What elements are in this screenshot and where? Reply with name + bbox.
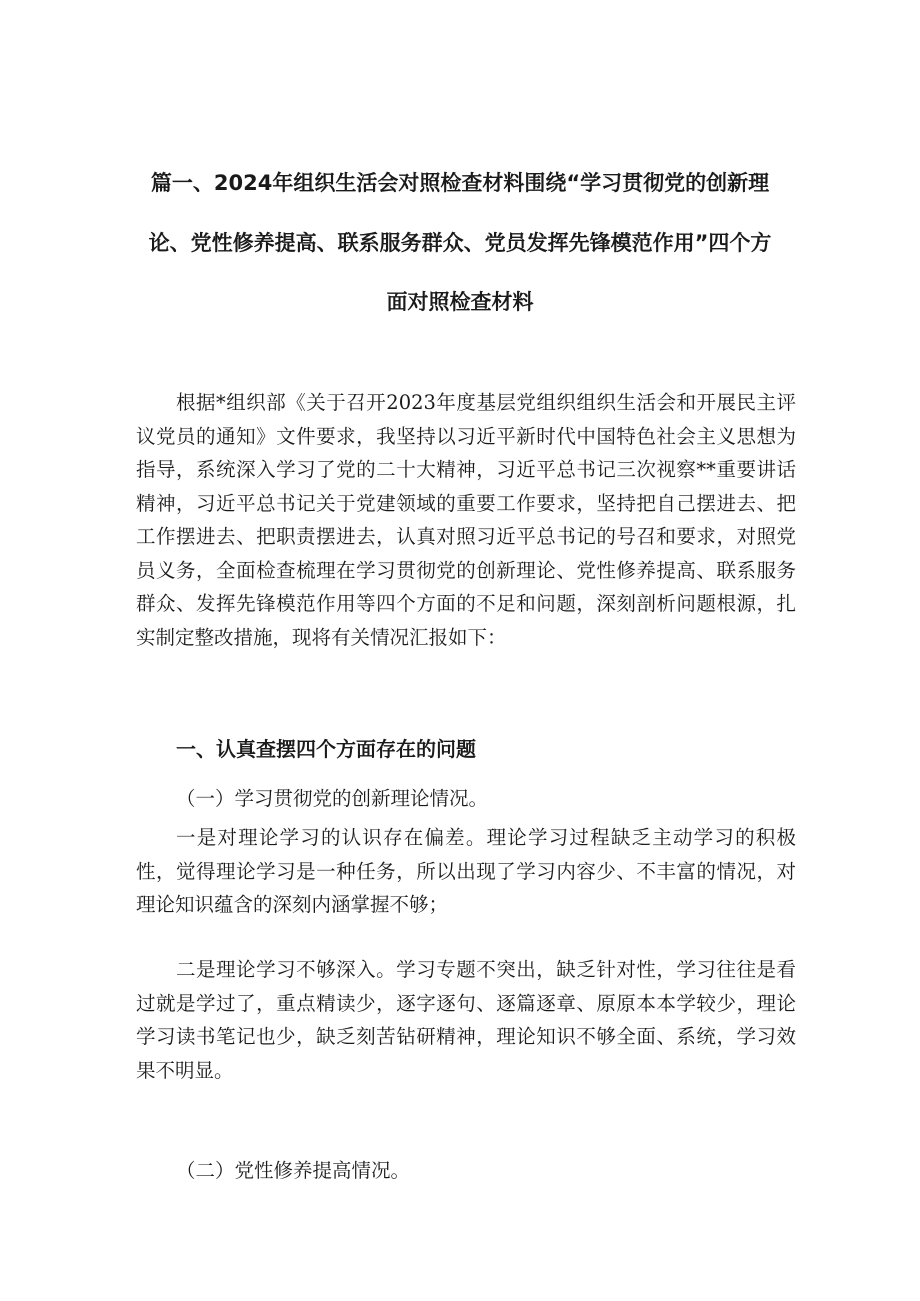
document-title-line-2: 论、党性修养提高、联系服务群众、党员发挥先锋模范作用”四个方	[148, 231, 772, 255]
point-1-paragraph: 一是对理论学习的认识存在偏差。理论学习过程缺乏主动学习的积极性，觉得理论学习是一种任务，所以出现了学习内容少、不丰富的情况，对理论知识蕴含的深刻内涵掌握不够；	[136, 826, 796, 916]
section-heading: 一、认真查摆四个方面存在的问题	[176, 737, 476, 761]
subsection-2-heading: （二）党性修养提高情况。	[176, 1159, 411, 1182]
point-2-paragraph: 二是理论学习不够深入。学习专题不突出，缺乏针对性，学习往往是看过就是学过了，重点精读少，逐字逐句、逐篇逐章、原原本本学较少，理论学习读书笔记也少，缺乏刻苦钻研精神，理论知识不够全面、系统，学习效果不明显。	[136, 958, 796, 1082]
document-title-line-1: 篇一、2024年组织生活会对照检查材料围绕“学习贯彻党的创新理	[150, 171, 770, 195]
subsection-1-heading: （一）学习贯彻党的创新理论情况。	[176, 787, 489, 810]
intro-paragraph: 根据*组织部《关于召开2023年度基层党组织组织生活会和开展民主评议党员的通知》文件要求，我坚持以习近平新时代中国特色社会主义思想为指导，系统深入学习了党的二十大精神，习近平总书记三次视察**重要讲话精神，习近平总书记关于党建领域的重要工作要求，坚持把自己摆进去、把工作摆进去、把职责摆进去，认真对照习近平总书记的号召和要求，对照党员义务，全面检查梳理在学习贯彻党的创新理论、党性修养提高、联系服务群众、发挥先锋模范作用等四个方面的不足和问题，深刻剖析问题根源，扎实制定整改措施，现将有关情况汇报如下：	[136, 391, 796, 649]
document-title-line-3: 面对照检查材料	[386, 290, 534, 314]
